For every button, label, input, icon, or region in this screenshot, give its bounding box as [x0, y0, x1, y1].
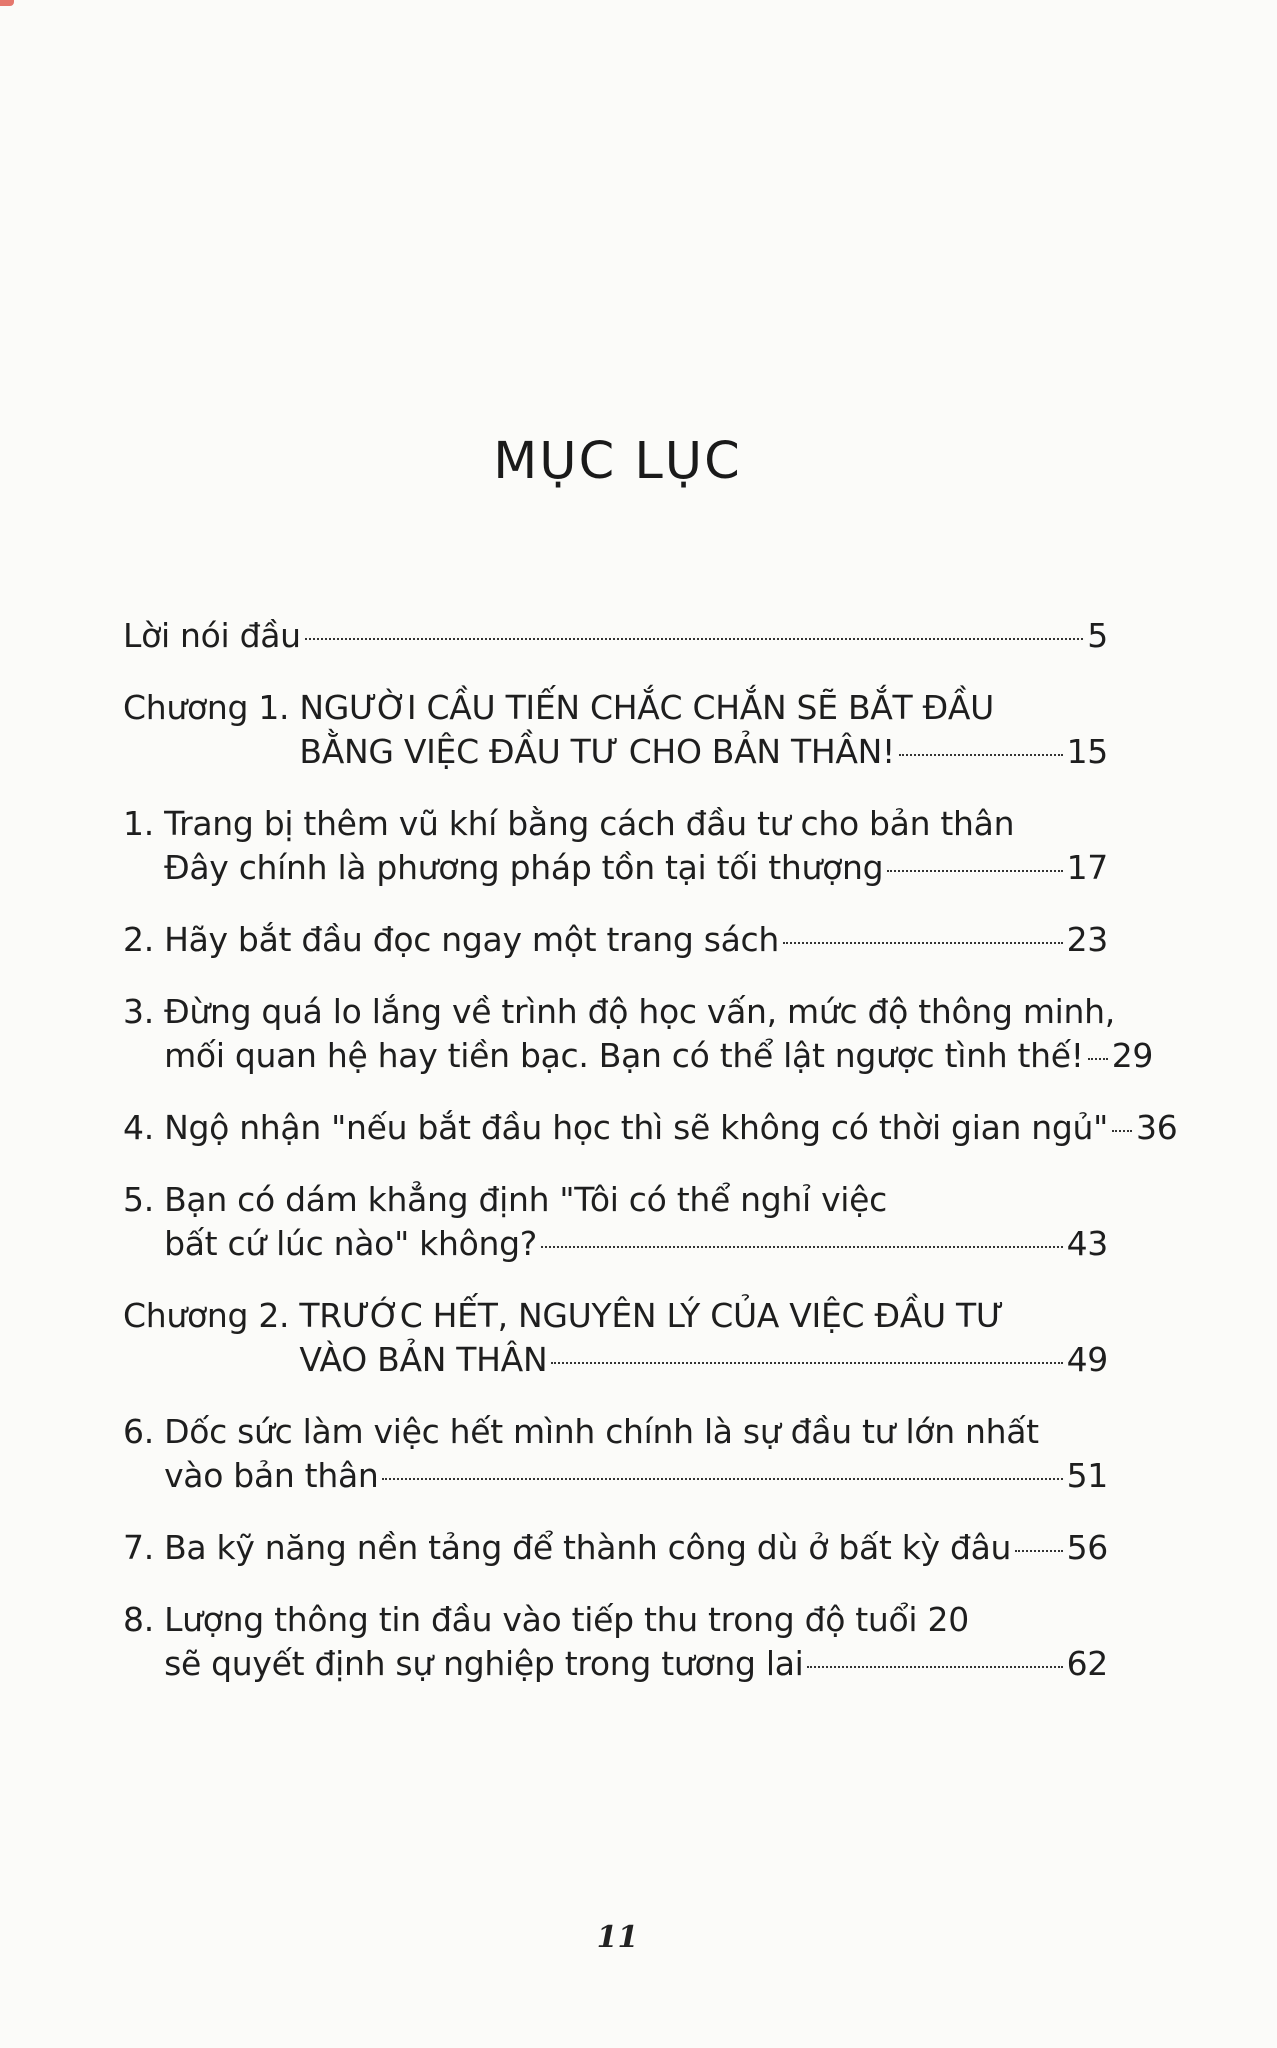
toc-entry-body	[164, 990, 1154, 1078]
toc-entry-text: vào bản thân	[164, 1456, 379, 1495]
corner-scan-mark	[0, 0, 14, 6]
toc-entry	[123, 1294, 1108, 1382]
toc-entry-line	[164, 990, 1115, 1034]
toc-entry-line	[164, 1454, 1108, 1498]
toc-entry	[123, 918, 1108, 962]
toc-entry-body	[164, 918, 1108, 962]
toc-entry-text: Dốc sức làm việc hết mình chính là sự đầu tư lớn nhất	[164, 1412, 1039, 1451]
dot-leader	[899, 754, 1063, 756]
toc-entry-line	[164, 1222, 1108, 1266]
dot-leader	[1015, 1550, 1062, 1552]
toc-entry-text: BẰNG VIỆC ĐẦU TƯ CHO BẢN THÂN!	[299, 732, 895, 771]
toc-entry-body	[164, 1178, 1108, 1266]
toc-entry-text: NGƯỜI CẦU TIẾN CHẮC CHẮN SẼ BẮT ĐẦU	[299, 688, 995, 727]
toc-page-number: 62	[1066, 1644, 1108, 1683]
toc-entry-label: Chương 1.	[123, 688, 300, 727]
toc-entry-line	[164, 918, 1108, 962]
dot-leader	[382, 1478, 1062, 1480]
toc-entry-text: Đây chính là phương pháp tồn tại tối thượng	[164, 848, 884, 887]
toc-entry-text: Ba kỹ năng nền tảng để thành công dù ở bất kỳ đâu	[164, 1528, 1012, 1567]
toc-entry-body	[164, 802, 1108, 890]
toc-entry-line	[164, 1178, 1108, 1222]
dot-leader	[807, 1666, 1062, 1668]
toc-page-number: 17	[1066, 848, 1108, 887]
toc-entry-label: 3.	[123, 992, 165, 1031]
toc-entry-text: Lượng thông tin đầu vào tiếp thu trong độ tuổi 20	[164, 1600, 969, 1639]
toc-entry-line	[164, 846, 1108, 890]
toc-entry-label: 1.	[123, 804, 165, 843]
toc-entry-line	[299, 1294, 1108, 1338]
toc-page-number: 5	[1087, 616, 1108, 655]
toc-entry-line	[164, 1034, 1154, 1078]
toc-entry-body	[299, 1294, 1108, 1382]
toc-entry-label: 6.	[123, 1412, 165, 1451]
toc-entry-text: Trang bị thêm vũ khí bằng cách đầu tư cho bản thân	[164, 804, 1015, 843]
toc-page-number: 15	[1066, 732, 1108, 771]
dot-leader	[541, 1246, 1063, 1248]
toc-page-number: 23	[1066, 920, 1108, 959]
toc-entry	[123, 990, 1154, 1078]
toc-entry-text: mối quan hệ hay tiền bạc. Bạn có thể lật ngược tình thế!	[164, 1036, 1084, 1075]
toc-entry	[123, 1178, 1108, 1266]
toc-entry-body	[123, 1106, 1178, 1150]
toc-entry-line	[123, 1106, 1178, 1150]
toc-entry-text: Đừng quá lo lắng về trình độ học vấn, mức độ thông minh,	[164, 992, 1115, 1031]
toc-entry	[123, 1526, 1108, 1570]
toc-page-number: 36	[1136, 1108, 1178, 1147]
toc-entry-label: 7.	[123, 1528, 165, 1567]
dot-leader	[1088, 1058, 1108, 1060]
toc-entry-label: 5.	[123, 1180, 165, 1219]
toc-page-number: 56	[1066, 1528, 1108, 1567]
toc-entry	[123, 1598, 1108, 1686]
toc-entry-body	[164, 1410, 1108, 1498]
toc-entry-text: Lời nói đầu	[123, 616, 301, 655]
table-of-contents	[123, 614, 1178, 1686]
toc-entry-label: 2.	[123, 920, 165, 959]
toc-page-number: 43	[1066, 1224, 1108, 1263]
toc-entry-line	[299, 686, 1108, 730]
toc-entry	[123, 802, 1108, 890]
dot-leader	[305, 638, 1084, 640]
toc-entry	[123, 1410, 1108, 1498]
toc-entry-line	[164, 1526, 1108, 1570]
toc-entry-text: 4. Ngộ nhận "nếu bắt đầu học thì sẽ không có thời gian ngủ"	[123, 1108, 1109, 1147]
toc-entry-line	[164, 1642, 1108, 1686]
dot-leader	[783, 942, 1063, 944]
toc-entry-line	[164, 1598, 1108, 1642]
dot-leader	[1112, 1130, 1132, 1132]
toc-page-number: 51	[1066, 1456, 1108, 1495]
toc-entry-text: Bạn có dám khẳng định "Tôi có thể nghỉ việc	[164, 1180, 888, 1219]
toc-entry-text: sẽ quyết định sự nghiệp trong tương lai	[164, 1644, 804, 1683]
toc-entry-label: 8.	[123, 1600, 165, 1639]
toc-entry-line	[123, 614, 1108, 658]
toc-entry-line	[164, 1410, 1108, 1454]
toc-entry-line	[299, 730, 1108, 774]
page-title: MỤC LỤC	[493, 432, 742, 491]
toc-entry-line	[299, 1338, 1108, 1382]
toc-entry-text: Hãy bắt đầu đọc ngay một trang sách	[164, 920, 779, 959]
dot-leader	[887, 870, 1062, 872]
toc-entry-body	[164, 1598, 1108, 1686]
toc-entry-label: Chương 2.	[123, 1296, 300, 1335]
toc-entry-text: bất cứ lúc nào" không?	[164, 1224, 537, 1263]
dot-leader	[551, 1362, 1062, 1364]
toc-entry-body	[299, 686, 1108, 774]
toc-page-number: 49	[1066, 1340, 1108, 1379]
page-number: 11	[596, 1920, 639, 1955]
toc-entry	[123, 686, 1108, 774]
toc-entry-body	[123, 614, 1108, 658]
toc-entry-line	[164, 802, 1108, 846]
toc-entry-text: VÀO BẢN THÂN	[299, 1340, 548, 1379]
toc-entry-body	[164, 1526, 1108, 1570]
toc-entry	[123, 1106, 1178, 1150]
toc-entry	[123, 614, 1108, 658]
toc-page-number: 29	[1111, 1036, 1154, 1075]
toc-entry-text: TRƯỚC HẾT, NGUYÊN LÝ CỦA VIỆC ĐẦU TƯ	[299, 1296, 1004, 1335]
